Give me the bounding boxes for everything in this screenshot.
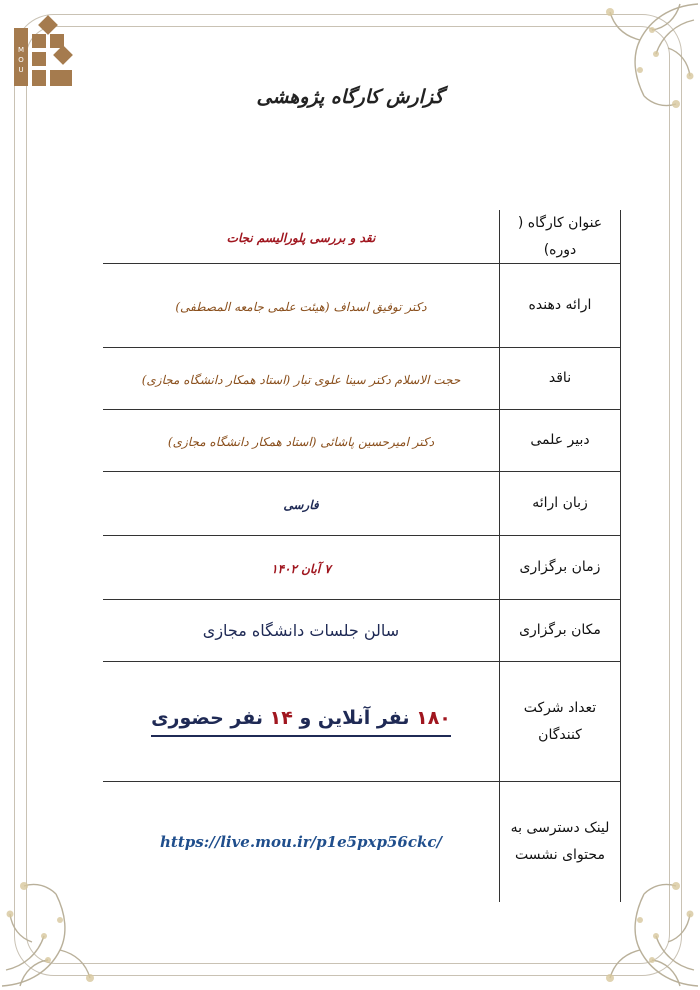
table-row	[103, 782, 621, 902]
report-table	[103, 210, 621, 902]
presentation-language: فارسی	[283, 498, 319, 513]
table-row	[103, 536, 621, 600]
row-value	[103, 662, 500, 782]
table-row	[103, 472, 621, 536]
page-title: گزارش کارگاه پژوهشی	[256, 86, 444, 108]
row-label: تعداد شرکت کنندگان	[500, 662, 621, 782]
table-row	[103, 348, 621, 410]
table-row	[103, 662, 621, 782]
floral-ornament-bottom-left	[0, 870, 120, 990]
critic-name: حجت الاسلام دکتر سینا علوی تبار (استاد همکار دانشگاه مجازی)	[141, 373, 461, 388]
row-label: ارائه دهنده	[500, 264, 621, 348]
event-location: سالن جلسات دانشگاه مجازی	[202, 621, 400, 641]
online-text: نفر آنلاین و	[299, 706, 410, 729]
row-label: زمان برگزاری	[500, 536, 621, 600]
row-label: زبان ارائه	[500, 472, 621, 536]
in-person-text: نفر حضوری	[151, 706, 264, 729]
table-row	[103, 600, 621, 662]
row-label: دبیر علمی	[500, 410, 621, 472]
svg-text:U: U	[18, 66, 24, 74]
online-count: ۱۸۰	[416, 706, 451, 729]
row-value	[103, 536, 500, 600]
row-label: ناقد	[500, 348, 621, 410]
svg-text:O: O	[18, 56, 24, 64]
table-row	[103, 410, 621, 472]
session-link[interactable]: https://live.mou.ir/p1e5pxp56ckc/	[160, 833, 442, 852]
university-logo	[12, 12, 78, 96]
row-value	[103, 472, 500, 536]
row-value	[103, 410, 500, 472]
table-row	[103, 264, 621, 348]
workshop-title: نقد و بررسی پلورالیسم نجات	[226, 231, 376, 246]
row-label: عنوان کارگاه ( دوره)	[500, 210, 621, 264]
presenter-name: دکتر توفیق اسداف (هیئت علمی جامعه المصطفی)	[175, 300, 427, 315]
svg-text:M: M	[17, 46, 25, 54]
in-person-count: ۱۴	[269, 706, 293, 729]
scientific-secretary-name: دکتر امیرحسین پاشائی (استاد همکار دانشگاه مجازی)	[167, 435, 435, 450]
row-value	[103, 210, 500, 264]
table-row	[103, 210, 621, 264]
row-value	[103, 348, 500, 410]
row-label: لینک دسترسی به محتوای نشست	[500, 782, 621, 902]
row-value	[103, 600, 500, 662]
participants-count	[151, 707, 451, 737]
event-date: ۷ آبان ۱۴۰۲	[271, 562, 331, 577]
row-value	[103, 782, 500, 902]
row-label: مکان برگزاری	[500, 600, 621, 662]
row-value	[103, 264, 500, 348]
